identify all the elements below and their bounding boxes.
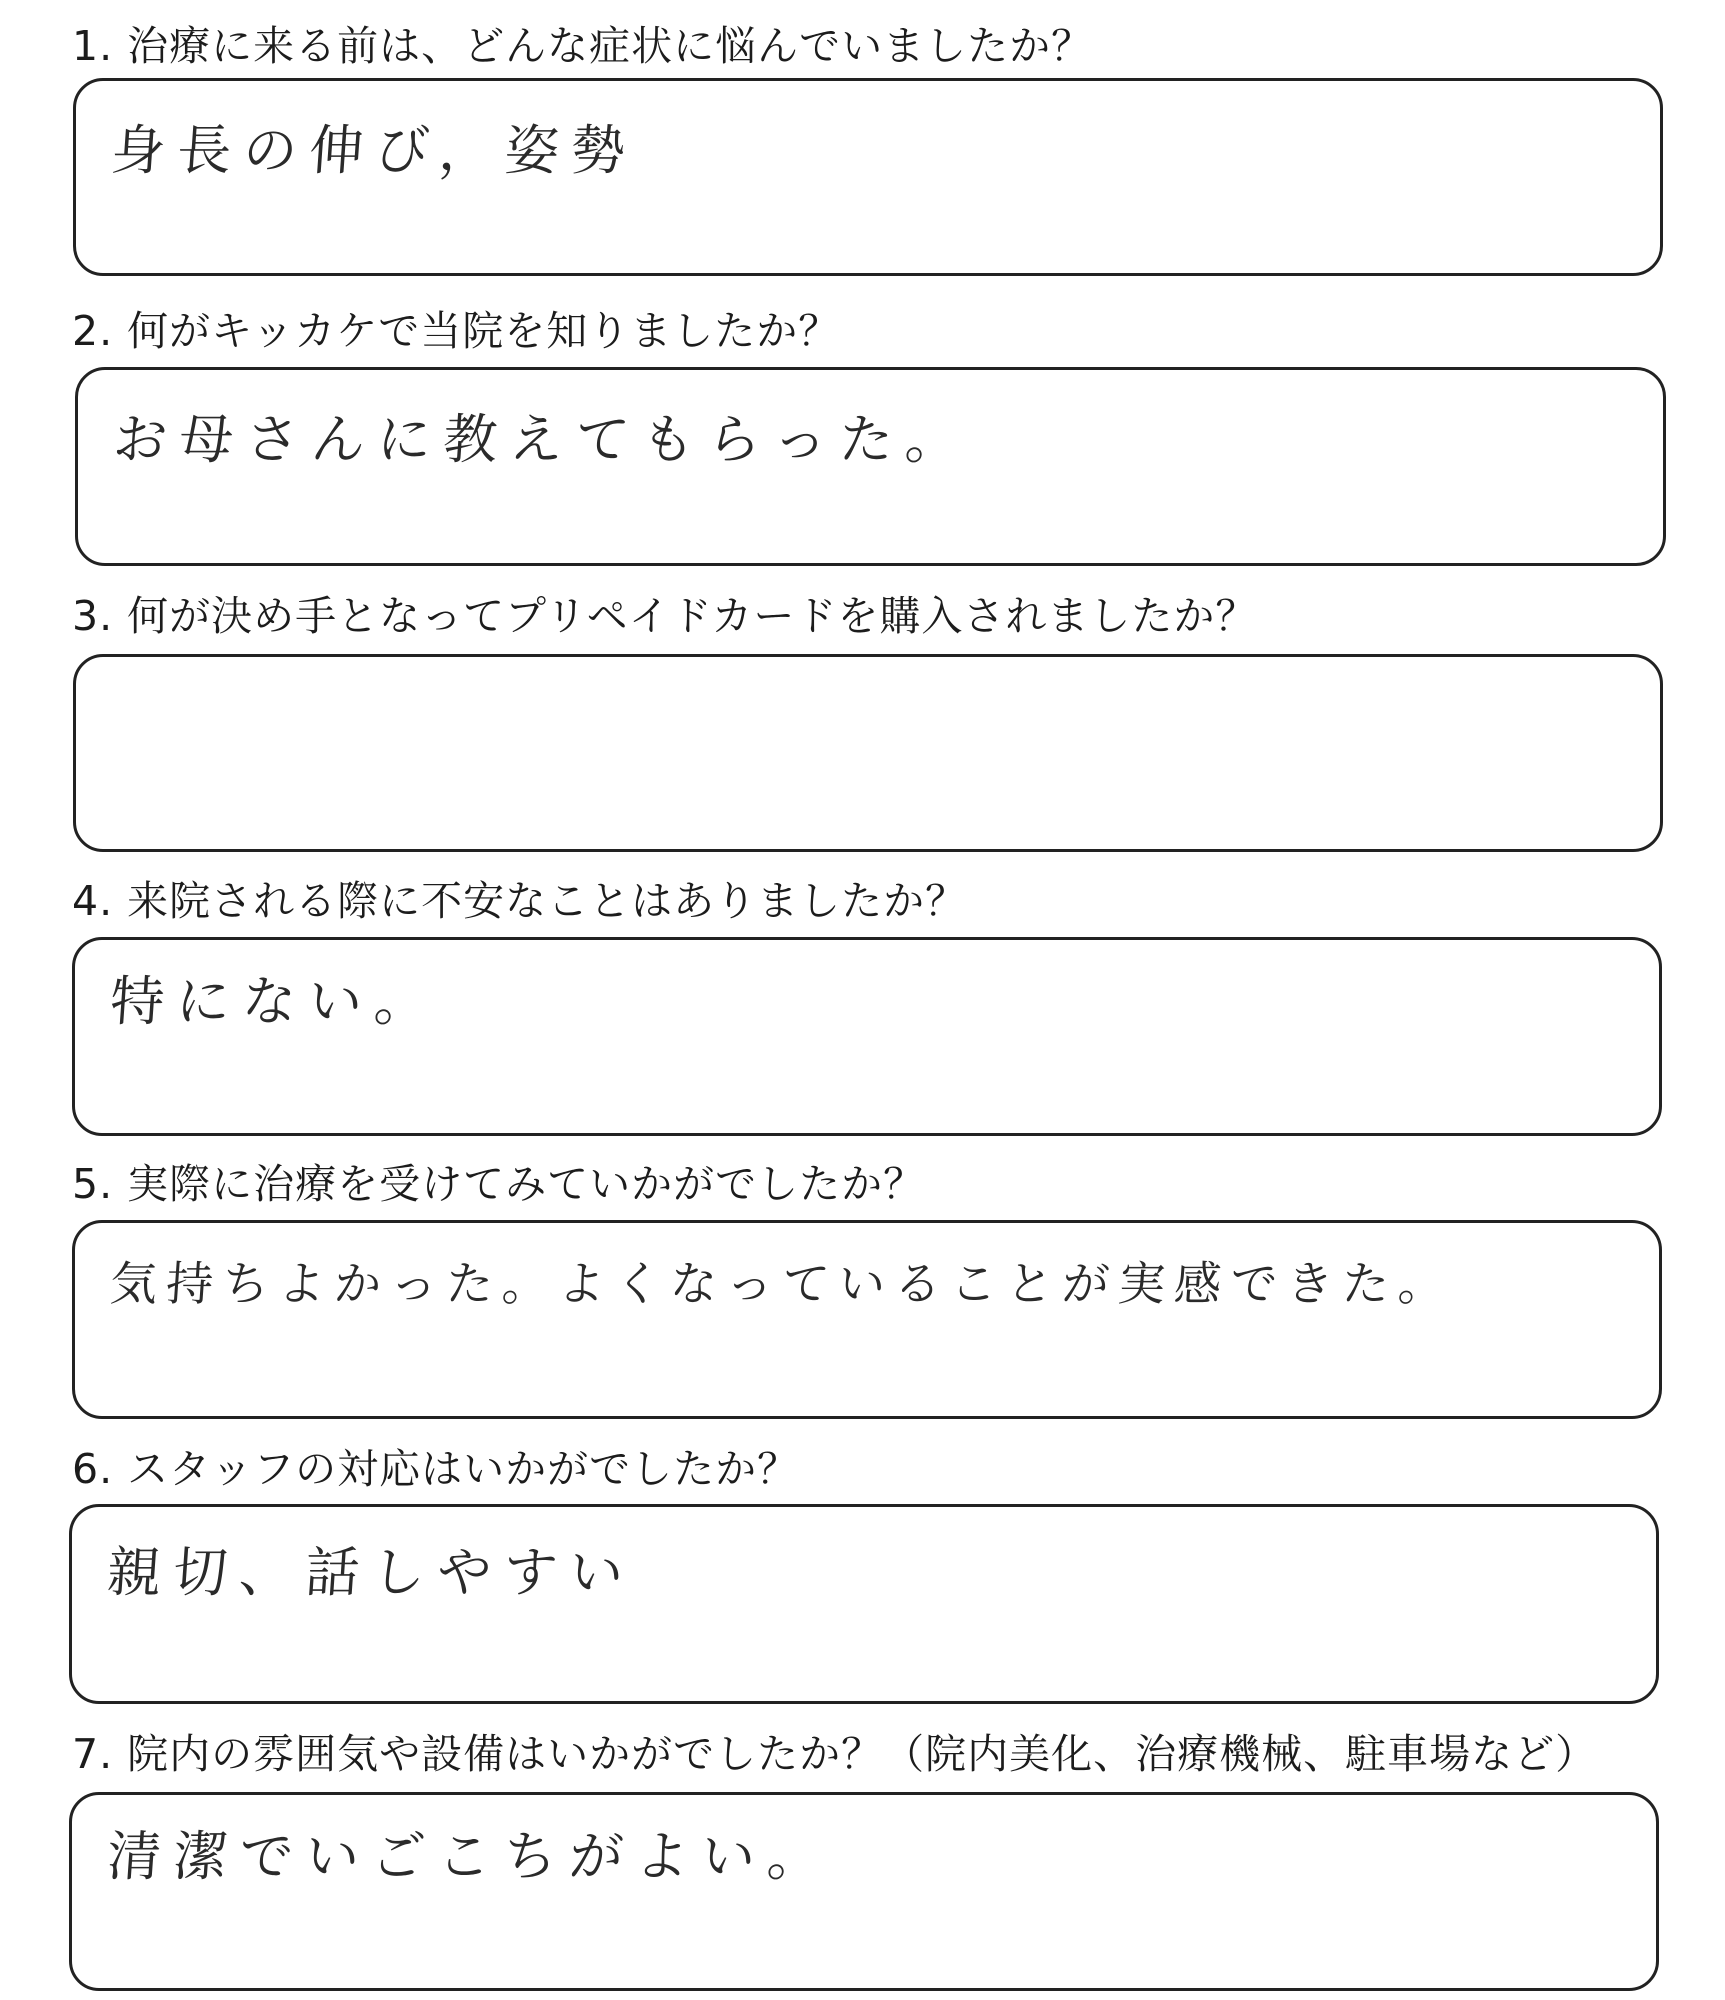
question-1-label: [72, 20, 1093, 72]
question-6-number: 6.: [72, 1445, 114, 1493]
question-3-label: [72, 590, 1257, 642]
answer-4-handwriting: 特にない。: [108, 970, 443, 1033]
question-7-number: 7.: [72, 1730, 114, 1778]
answer-1-handwriting: 身長の伸び，姿勢: [109, 119, 640, 182]
question-3-text: 何が決め手となってプリペイドカードを購入されましたか？: [127, 592, 1258, 640]
answer-6-handwriting: 親切、話しやすい: [105, 1541, 638, 1604]
question-4-text: 来院される際に不安なことはありましたか？: [127, 877, 968, 925]
question-5-label: [72, 1158, 925, 1210]
question-1-text: 治療に来る前は、どんな症状に悩んでいましたか？: [127, 22, 1094, 70]
question-6-label: [72, 1443, 799, 1495]
answer-box-1[interactable]: [73, 78, 1663, 276]
answer-5-handwriting: 気持ちよかった。よくなっていることが実感できた。: [108, 1257, 1457, 1312]
answer-box-3[interactable]: [73, 654, 1663, 852]
question-5-number: 5.: [72, 1160, 114, 1208]
answer-box-4[interactable]: [72, 937, 1662, 1136]
question-4-number: 4.: [72, 877, 114, 925]
answer-7-handwriting: 清潔でいごこちがよい。: [105, 1825, 836, 1888]
answer-2-handwriting: お母さんに教えてもらった。: [111, 408, 974, 471]
question-7-text: 院内の雰囲気や設備はいかがでしたか？（院内美化、治療機械、駐車場など）: [127, 1730, 1598, 1778]
question-5-text: 実際に治療を受けてみていかがでしたか？: [127, 1160, 926, 1208]
answer-box-5[interactable]: [72, 1220, 1662, 1419]
answer-box-6[interactable]: [69, 1504, 1659, 1704]
question-1-number: 1.: [72, 22, 114, 70]
answer-box-7[interactable]: [69, 1792, 1659, 1991]
question-6-text: スタッフの対応はいかがでしたか？: [127, 1445, 800, 1493]
question-2-label: [72, 305, 840, 357]
answer-box-2[interactable]: [75, 367, 1666, 566]
question-4-label: [72, 875, 967, 927]
question-7-label: [72, 1728, 1597, 1780]
question-3-number: 3.: [72, 592, 114, 640]
question-2-text: 何がキッカケで当院を知りましたか？: [127, 307, 841, 355]
question-2-number: 2.: [72, 307, 114, 355]
